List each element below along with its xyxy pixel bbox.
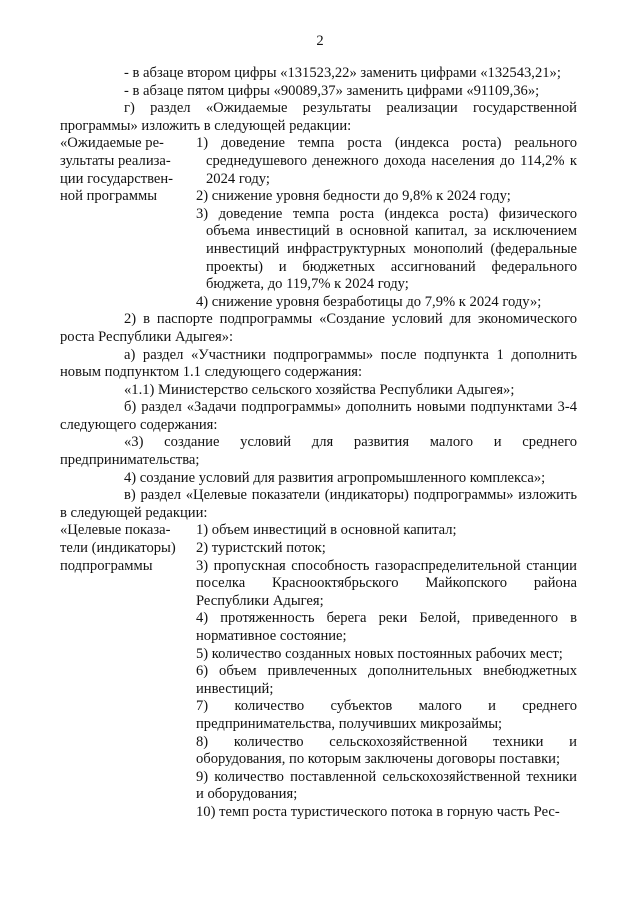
list-item: 6) объем привлеченных дополнительных внебюджетных инвестиций; — [196, 663, 577, 697]
paragraph: - в абзаце втором цифры «131523,22» заменить цифрами «132543,21»; — [124, 65, 561, 81]
list-item: 1) объем инвестиций в основной капитал; — [196, 522, 457, 539]
list-item: 10) темп роста туристического потока в горную часть Рес- — [196, 803, 560, 820]
list-item: 8) количество сельскохозяйственной техники и оборудования, по которым заключены договоры поставки; — [196, 733, 577, 768]
list-item: 1) доведение темпа роста (индекса роста) реального среднедушевого денежного дохода населения до 114,2% к 2024 году; — [196, 135, 577, 187]
list-item: 2) снижение уровня бедности до 9,8% к 2024 году; — [196, 188, 511, 205]
paragraph: «1.1) Министерство сельского хозяйства Республики Адыгея»; — [124, 381, 515, 398]
table-label-line: подпрограммы — [60, 557, 153, 574]
paragraph: 2) в паспорте подпрограммы «Создание условий для экономического роста Республики Адыгея»: — [60, 311, 577, 345]
list-item: 5) количество созданных новых постоянных рабочих мест; — [196, 645, 563, 662]
target-indicators-table — [60, 522, 577, 821]
list-item: 4) протяженность берега реки Белой, приведенного в нормативное состояние; — [196, 610, 577, 644]
table-items — [196, 522, 577, 821]
table-label — [60, 135, 191, 205]
table-items — [196, 135, 577, 311]
paragraph: б) раздел «Задачи подпрограммы» дополнить новыми подпунктами 3-4 следующего содержания: — [60, 399, 577, 433]
paragraph: «3) создание условий для развития малого и среднего предпринимательства; — [60, 434, 577, 469]
table-label-line: ции государствен- — [60, 170, 174, 187]
table-label — [60, 522, 191, 575]
table-label-line: «Ожидаемые ре- — [60, 135, 164, 152]
table-label-line: «Целевые показа- — [60, 522, 171, 539]
list-item: 4) снижение уровня безработицы до 7,9% к 2024 году»; — [196, 293, 542, 310]
table-label-line: тели (индикаторы) — [60, 540, 176, 557]
table-label-line: ной программы — [60, 188, 158, 205]
expected-results-table — [60, 135, 577, 311]
table-label-line: зультаты реализа- — [60, 152, 171, 169]
page-number: 2 — [316, 33, 324, 49]
list-item: 3) пропускная способность газораспределительной станции поселка Краснооктябрьского Майкопского района Республики Адыгея; — [196, 557, 577, 609]
list-item: 3) доведение темпа роста (индекса роста) физического объема инвестиций в основной капитал, за исключением инвестиций инфраструктурных монополий (федеральные проекты) и бюджетных ассигнований федерального бюджета, до 119,7% к 2024 году; — [196, 205, 577, 293]
paragraph: а) раздел «Участники подпрограммы» после подпункта 1 дополнить новым подпунктом 1.1 следующего содержания: — [60, 346, 577, 381]
paragraph: в) раздел «Целевые показатели (индикаторы) подпрограммы» изложить в следующей редакции: — [60, 487, 577, 521]
list-item: 7) количество субъектов малого и среднего предпринимательства, получивших микрозаймы; — [196, 698, 577, 732]
list-item: 9) количество поставленной сельскохозяйственной техники и оборудования; — [196, 768, 577, 803]
document-body — [60, 65, 577, 822]
list-item: 2) туристский поток; — [196, 540, 326, 557]
paragraph: 4) создание условий для развития агропромышленного комплекса»; — [124, 469, 546, 486]
paragraph: г) раздел «Ожидаемые результаты реализации государственной программы» изложить в следующей редакции: — [60, 100, 577, 134]
paragraph: - в абзаце пятом цифры «90089,37» заменить цифрами «91109,36»; — [124, 82, 540, 99]
